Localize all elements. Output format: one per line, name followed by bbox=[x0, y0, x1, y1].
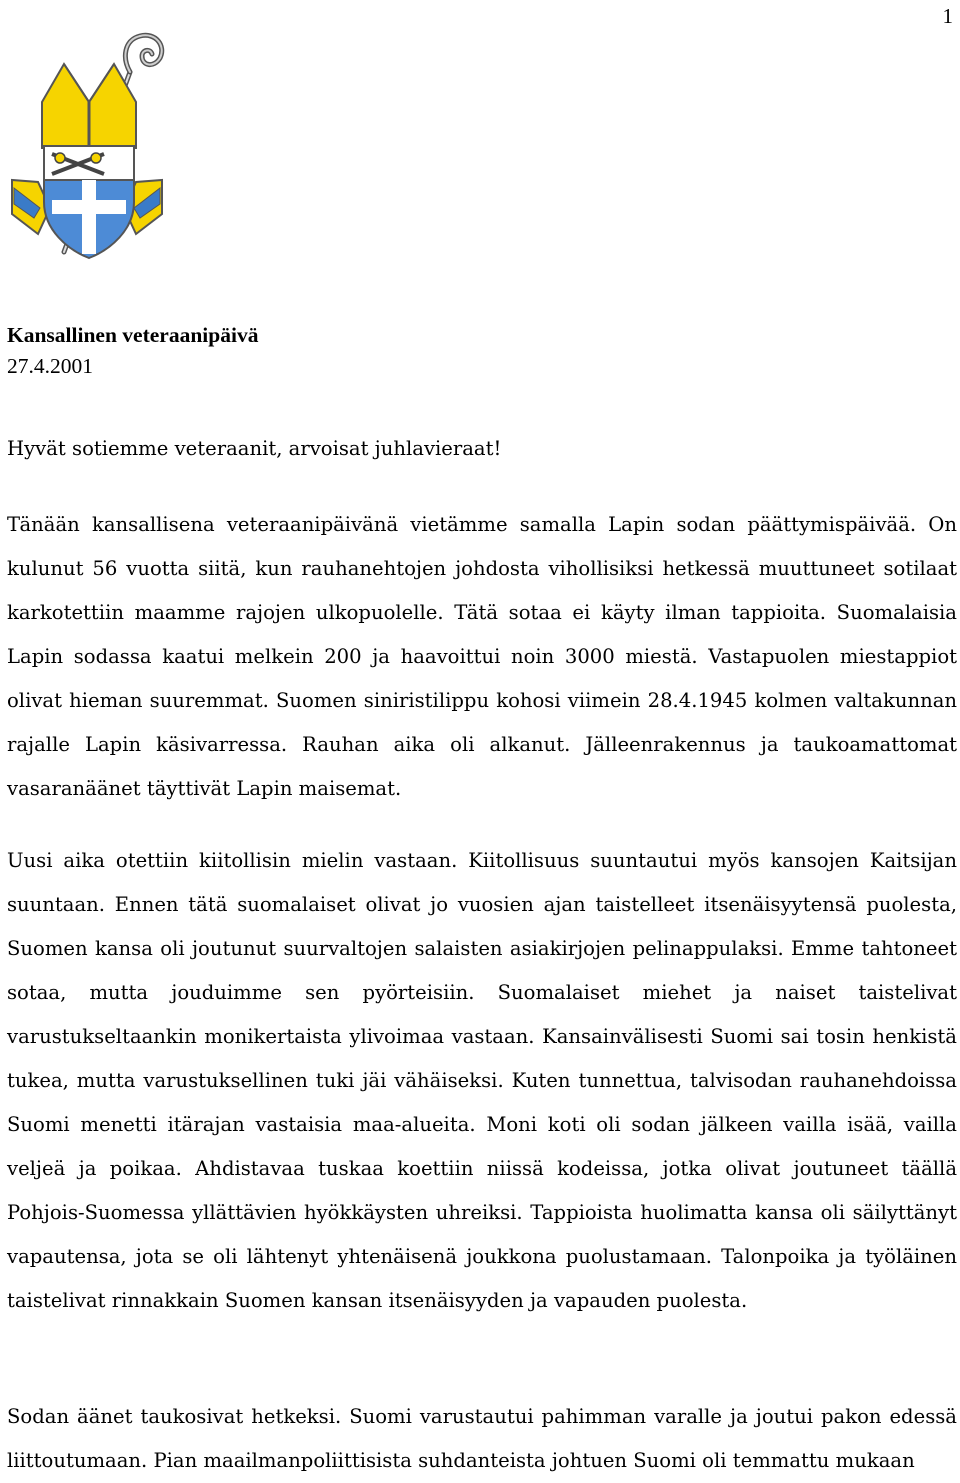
document-heading bbox=[7, 320, 258, 382]
greeting: Hyvät sotiemme veteraanit, arvoisat juhlavieraat! bbox=[7, 437, 502, 460]
paragraph-1: Tänään kansallisena veteraanipäivänä vietämme samalla Lapin sodan päättymispäivää. On kulunut 56 vuotta siitä, kun rauhanehtojen johdosta vihollisiksi hetkessä muuttuneet sotilaat karkotettiin maamme rajojen ulkopuolelle. Tätä sotaa ei käyty ilman tappioita. Suomalaisia Lapin sodassa kaatui melkein 200 ja haavoittui noin 3000 miestä. Vastapuolen miestappiot olivat hieman suuremmat. Suomen siniristilippu kohosi viimein 28.4.1945 kolmen valtakunnan rajalle Lapin käsivarressa. Rauhan aika oli alkanut. Jälleenrakennus ja taukoamattomat vasaranäänet täyttivät Lapin maisemat. bbox=[7, 513, 957, 800]
document-title: Kansallinen veteraanipäivä bbox=[7, 323, 259, 347]
paragraph-2: Uusi aika otettiin kiitollisin mielin vastaan. Kiitollisuus suuntautui myös kansojen Kaitsijan suuntaan. Ennen tätä suomalaiset olivat jo vuosien ajan taistelleet itsenäisyytensä puolesta, Suomen kansa oli joutunut suurvaltojen salaisten asiakirjojen pelinappulaksi. Emme tahtoneet sotaa, mutta jouduimme sen pyörteisiin. Suomalaiset miehet ja naiset taistelivat varustukseltaankin monikertaista ylivoimaa vastaan. Kansainvälisesti Suomi sai tosin henkistä tukea, mutta varustuksellinen tuki jäi vähäiseksi. Kuten tunnettua, talvisodan rauhanehdoissa Suomi menetti itärajan vastaisia maa-alueita. Moni koti oli sodan jälkeen vailla isää, vailla veljeä ja poikaa. Ahdistavaa tuskaa koettiin niissä kodeissa, jotka olivat joutuneet täällä Pohjois-Suomessa yllättävien hyökkäysten uhreiksi. Tappioista huolimatta kansa oli säilyttänyt vapautensa, jota se oli lähtenyt yhtenäisenä joukkona puolustamaan. Talonpoika ja työläinen taistelivat rinnakkain Suomen kansan itsenäisyyden ja vapauden puolesta. bbox=[7, 849, 957, 1312]
paragraph-3: Sodan äänet taukosivat hetkeksi. Suomi varustautui pahimman varalle ja joutui pakon edessä liittoutumaan. Pian maailmanpoliittisista suhdanteista johtuen Suomi oli temmattu mukaan bbox=[7, 1405, 957, 1472]
document-date: 27.4.2001 bbox=[7, 354, 93, 378]
page-number: 1 bbox=[942, 4, 953, 28]
diocese-coat-of-arms-icon bbox=[4, 28, 170, 264]
